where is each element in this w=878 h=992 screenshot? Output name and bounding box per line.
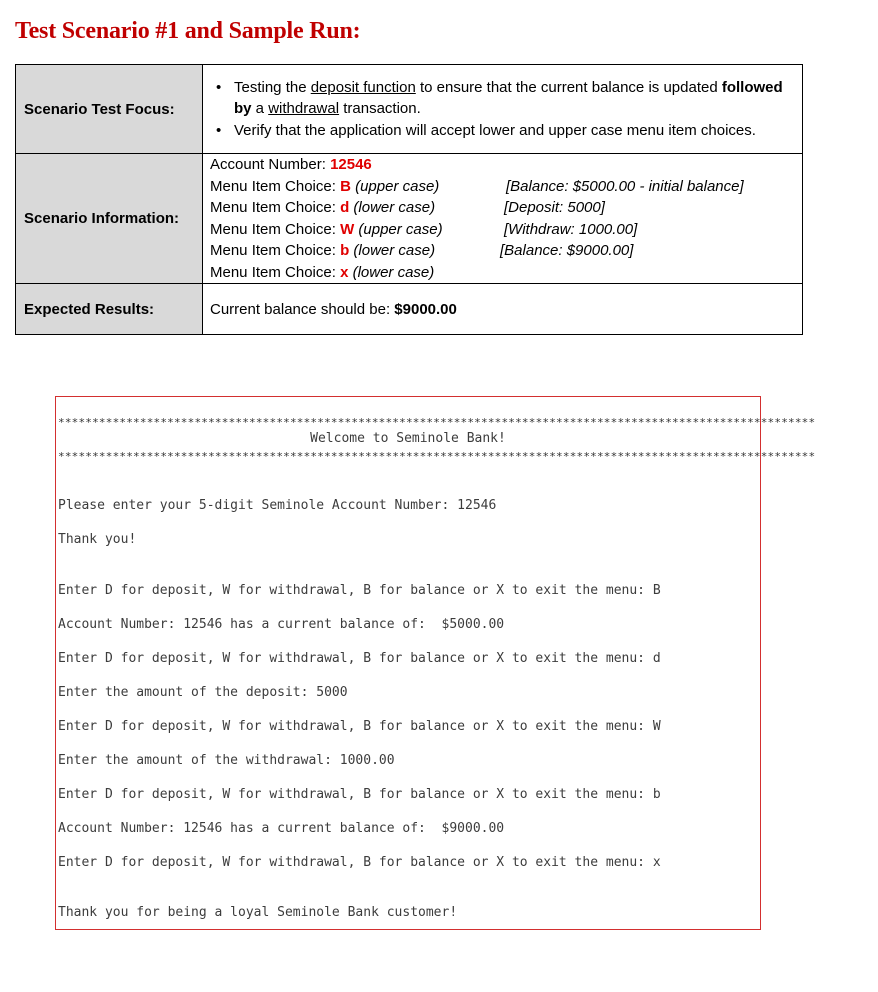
expected-content <box>203 284 803 335</box>
expected-row <box>16 284 803 335</box>
menu-choice-label: Menu Item Choice: <box>210 242 341 259</box>
deposit-line: Enter the amount of the deposit: 5000 <box>58 685 348 700</box>
thank-you-line: Thank you! <box>58 532 137 547</box>
account-prompt-line: Please enter your 5-digit Seminole Account Number: 12546 <box>58 498 497 513</box>
menu-choice-note: [Withdraw: 1000.00] <box>504 220 638 238</box>
info-content <box>203 154 803 284</box>
focus-bullet-1 <box>210 77 796 120</box>
menu-choice-letter: B <box>340 177 351 195</box>
focus-text: a <box>251 100 269 118</box>
page-title: Test Scenario #1 and Sample Run: <box>15 18 361 44</box>
menu-choice-letter: d <box>340 199 350 216</box>
expected-label: Expected Results: <box>16 284 203 335</box>
menu-choice-label: Menu Item Choice: <box>210 199 341 216</box>
menu-choice-case: (lower case) <box>353 242 436 259</box>
stars-divider-bottom: *************************************************************************************************************** <box>58 450 816 463</box>
menu-choice-case: (lower case) <box>353 199 436 216</box>
menu-choice-label: Menu Item Choice: <box>210 177 341 195</box>
menu-choice-letter: x <box>340 263 349 281</box>
focus-content <box>203 65 803 154</box>
followed-by-term: followed by <box>234 78 783 118</box>
menu-choice-line <box>210 197 796 219</box>
menu-choice-case: (lower case) <box>352 263 435 281</box>
menu-choice-letter: W <box>340 220 355 238</box>
focus-row <box>16 65 803 154</box>
menu-choice-line <box>210 219 796 241</box>
menu-choice-label: Menu Item Choice: <box>210 263 341 281</box>
account-number-line <box>210 154 796 176</box>
withdrawal-line: Enter the amount of the withdrawal: 1000.00 <box>58 753 395 768</box>
menu-choice-note: [Deposit: 5000] <box>504 199 605 216</box>
menu-choice-label: Menu Item Choice: <box>210 220 341 238</box>
welcome-line: Welcome to Seminole Bank! <box>310 431 506 446</box>
deposit-function-term: deposit function <box>310 78 416 96</box>
balance-line: Account Number: 12546 has a current balance of: $9000.00 <box>58 821 505 836</box>
focus-text: transaction. <box>339 100 421 118</box>
expected-value: $9000.00 <box>394 300 457 318</box>
focus-text: to ensure that the current balance is updated <box>415 78 718 96</box>
expected-text: Current balance should be: <box>210 300 395 318</box>
menu-choice-line <box>210 176 796 198</box>
menu-prompt-line: Enter D for deposit, W for withdrawal, B for balance or X to exit the menu: d <box>58 651 661 666</box>
stars-divider-top: *************************************************************************************************************** <box>58 416 816 429</box>
balance-line: Account Number: 12546 has a current balance of: $5000.00 <box>58 617 505 632</box>
withdrawal-term: withdrawal <box>268 100 340 118</box>
menu-choice-case: (upper case) <box>355 177 440 195</box>
menu-choice-note: [Balance: $5000.00 - initial balance] <box>506 177 744 195</box>
goodbye-line: Thank you for being a loyal Seminole Bank customer! <box>58 905 458 920</box>
menu-prompt-line: Enter D for deposit, W for withdrawal, B for balance or X to exit the menu: x <box>58 855 661 870</box>
focus-label: Scenario Test Focus: <box>16 65 203 154</box>
menu-prompt-line: Enter D for deposit, W for withdrawal, B for balance or X to exit the menu: W <box>58 719 661 734</box>
menu-choice-line <box>210 240 796 262</box>
menu-choice-letter: b <box>340 242 350 259</box>
info-row <box>16 154 803 284</box>
focus-bullet-2: • Verify that the application will accept lower and upper case menu item choices. <box>210 120 796 142</box>
account-number-label: Account Number: <box>210 156 331 173</box>
scenario-table <box>15 64 803 335</box>
sample-run-console <box>55 396 816 930</box>
menu-choice-line <box>210 262 796 284</box>
info-label: Scenario Information: <box>16 154 203 284</box>
menu-prompt-line: Enter D for deposit, W for withdrawal, B for balance or X to exit the menu: B <box>58 583 661 598</box>
menu-choice-note: [Balance: $9000.00] <box>500 242 634 259</box>
focus-list <box>210 77 796 142</box>
menu-prompt-line: Enter D for deposit, W for withdrawal, B for balance or X to exit the menu: b <box>58 787 661 802</box>
focus-text: Testing the <box>234 78 311 96</box>
menu-choice-case: (upper case) <box>358 220 443 238</box>
account-number-value: 12546 <box>330 156 372 173</box>
